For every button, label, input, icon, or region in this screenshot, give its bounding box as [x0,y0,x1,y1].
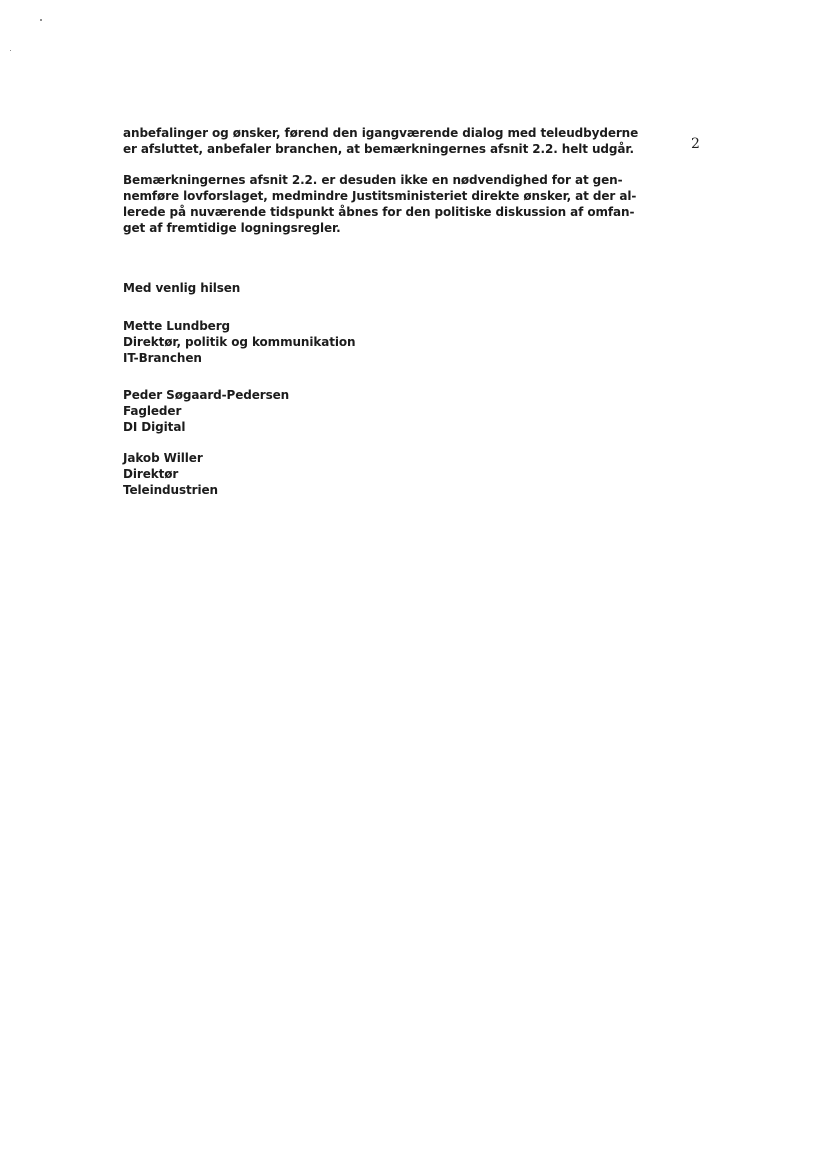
signature-block [123,450,218,498]
signatory-name: Peder Søgaard-Pedersen [123,388,290,402]
signatory-name: Mette Lundberg [123,319,231,333]
signatory-organization: DI Digital [123,420,186,434]
signatory-organization: IT-Branchen [123,351,202,365]
paragraph-line: anbefalinger og ønsker, førend den igangværende dialog med teleudbyderne [123,126,639,140]
scan-speck [40,19,42,21]
signature-block [123,318,356,366]
signatory-name: Jakob Willer [123,451,203,465]
signatory-title: Direktør [123,467,179,481]
paragraph-line: Bemærkningernes afsnit 2.2. er desuden ikke en nødvendighed for at gen- [123,173,623,187]
paragraph-line: nemføre lovforslaget, medmindre Justitsministeriet direkte ønsker, at der al- [123,189,637,203]
paragraph-recommendation [123,125,638,157]
signatory-organization: Teleindustrien [123,483,218,497]
signature-block [123,387,289,435]
paragraph-line: lerede på nuværende tidspunkt åbnes for den politiske diskussion af omfan- [123,205,635,219]
scan-speck [10,50,11,51]
paragraph-line: er afsluttet, anbefaler branchen, at bemærkningernes afsnit 2.2. helt udgår. [123,142,634,156]
signatory-title: Direktør, politik og kommunikation [123,335,356,349]
page-number: 2 [691,136,700,152]
paragraph-line: get af fremtidige logningsregler. [123,221,341,235]
closing-salutation: Med venlig hilsen [123,281,241,295]
signatory-title: Fagleder [123,404,182,418]
paragraph-remarks [123,172,636,236]
